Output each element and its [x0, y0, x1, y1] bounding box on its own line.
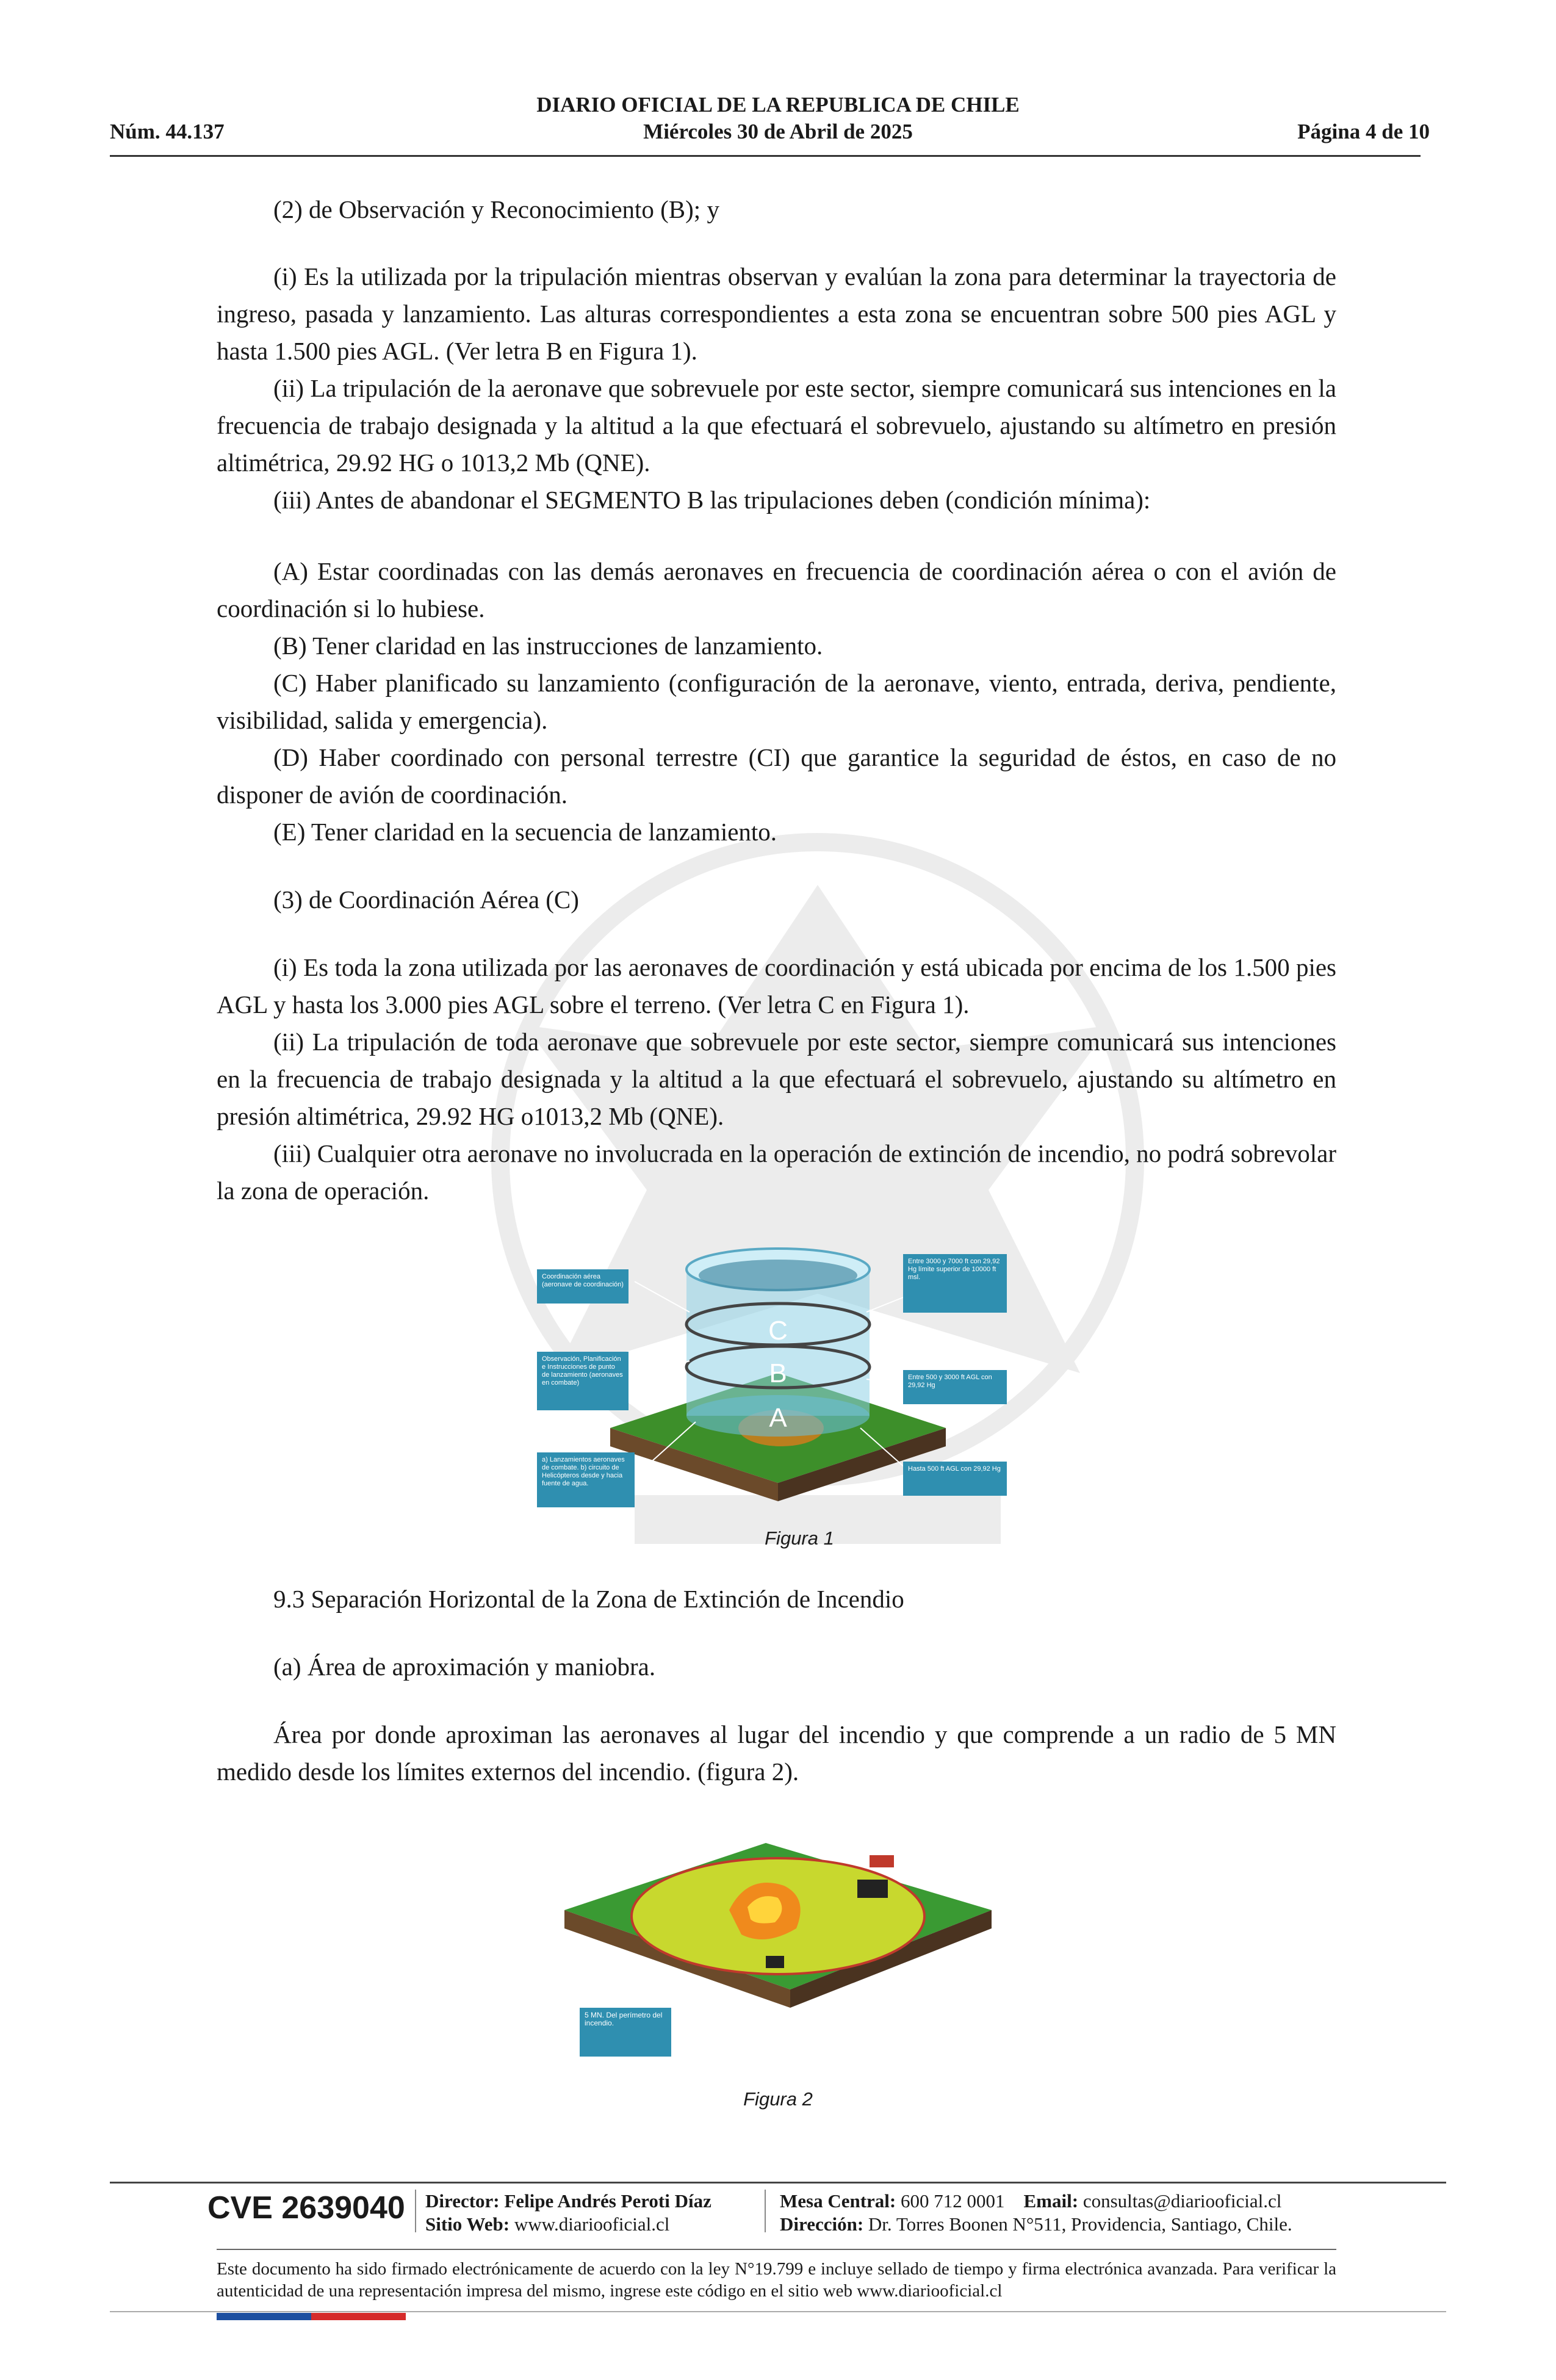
address-label: Dirección:	[780, 2213, 864, 2235]
body-text-section-2	[217, 1581, 1336, 1790]
segment-c-label: C	[768, 1316, 788, 1346]
issue-date: Miércoles 30 de Abril de 2025	[643, 120, 913, 143]
paragraph: (C) Haber planificado su lanzamiento (configuración de la aeronave, viento, entrada, deriva, pendiente, visibilidad, salida y emergencia).	[217, 669, 1336, 734]
footer-separator	[765, 2190, 766, 2232]
header-divider	[110, 155, 1421, 157]
flag-stripe-red	[311, 2313, 406, 2320]
footer-separator	[415, 2190, 416, 2232]
figure-2-caption: Figura 2	[743, 2088, 813, 2110]
paragraph: (A) Estar coordinadas con las demás aeronaves en frecuencia de coordinación aérea o con el avión de coordinación si lo hubiese.	[217, 557, 1336, 622]
paragraph: (iii) Antes de abandonar el SEGMENTO B las tripulaciones deben (condición mínima):	[273, 486, 1151, 514]
email-label: Email:	[1023, 2190, 1079, 2212]
email-link[interactable]: consultas@diariooficial.cl	[1082, 2190, 1282, 2212]
segment-a-label: A	[769, 1403, 787, 1433]
paragraph: (E) Tener claridad en la secuencia de lanzamiento.	[273, 818, 777, 846]
annotation-middle-altitude: Entre 500 y 3000 ft AGL con 29,92 Hg	[903, 1370, 1007, 1404]
annotation-launch: a) Lanzamientos aeronaves de combate. b) circuito de Helicópteros desde y hacia fuente de agua.	[537, 1452, 635, 1507]
figure-1-caption: Figura 1	[765, 1527, 834, 1549]
figure-1	[537, 1245, 1019, 1532]
paragraph: (iii) Cualquier otra aeronave no involucrada en la operación de extinción de incendio, no podrá sobrevolar la zona de operación.	[217, 1139, 1336, 1205]
footer-inner-divider	[217, 2249, 1336, 2250]
flag-stripe-blue	[217, 2313, 311, 2320]
paragraph: (i) Es toda la zona utilizada por las aeronaves de coordinación y está ubicada por encima de los 1.500 pies AGL y hasta los 3.000 pies AGL sobre el terreno. (Ver letra C en Figura 1).	[217, 953, 1336, 1019]
footer-director-block	[425, 2190, 711, 2236]
footer-contact-block	[780, 2190, 1292, 2236]
paragraph: (i) Es la utilizada por la tripulación mientras observan y evalúan la zona para determinar la trayectoria de ingreso, pasada y lanzamiento. Las alturas correspondientes a esta zona se encuentran sobre 500 pies AGL y hasta 1.500 pies AGL. (Ver letra B en Figura 1).	[217, 262, 1336, 365]
signature-notice: Este documento ha sido firmado electrónicamente de acuerdo con la ley N°19.799 e incluye sellado de tiempo y firma electrónica avanzada. Para verificar la autenticidad de una representación impresa del mismo, ingrese este código en el sitio web www.diariooficial.cl	[217, 2259, 1336, 2301]
paragraph: (ii) La tripulación de la aeronave que sobrevuele por este sector, siempre comunicará sus intenciones en la frecuencia de trabajo designada y la altitud a la que efectuará el sobrevuelo, ajustando su altímetro en presión altimétrica, 29.92 HG o 1013,2 Mb (QNE).	[217, 374, 1336, 477]
page-number: Página 4 de 10	[1297, 120, 1430, 143]
annotation-lower-altitude: Hasta 500 ft AGL con 29,92 Hg	[903, 1462, 1007, 1496]
address-value: Dr. Torres Boonen N°511, Providencia, Santiago, Chile.	[868, 2213, 1292, 2235]
newspaper-title: DIARIO OFICIAL DE LA REPUBLICA DE CHILE	[536, 93, 1020, 117]
mesa-phone: 600 712 0001	[901, 2190, 1005, 2212]
paragraph: (ii) La tripulación de toda aeronave que sobrevuele por este sector, siempre comunicará sus intenciones en la frecuencia de trabajo designada y la altitud a la que efectuará el sobrevuelo, ajustando su altímetro en presión altimétrica, 29.92 HG o1013,2 Mb (QNE).	[217, 1028, 1336, 1130]
paragraph: (a) Área de aproximación y maniobra.	[273, 1653, 656, 1681]
annotation-coordination: Coordinación aérea (aeronave de coordinación)	[537, 1269, 629, 1304]
paragraph: (3) de Coordinación Aérea (C)	[273, 885, 579, 914]
footer-bottom-divider	[110, 2311, 1446, 2312]
paragraph: (D) Haber coordinado con personal terrestre (CI) que garantice la seguridad de éstos, en caso de no disponer de avión de coordinación.	[217, 743, 1336, 809]
footer-divider	[110, 2182, 1446, 2183]
site-link[interactable]: www.diariooficial.cl	[514, 2213, 670, 2235]
site-label: Sitio Web:	[425, 2213, 510, 2235]
annotation-observation: Observación, Planificación e Instrucciones de punto de lanzamiento (aeronaves en combate)	[537, 1352, 629, 1410]
annotation-radius: 5 MN. Del perímetro del incendio.	[580, 2008, 671, 2057]
director-label: Director:	[425, 2190, 500, 2212]
section-heading: 9.3 Separación Horizontal de la Zona de Extinción de Incendio	[273, 1585, 904, 1613]
mesa-label: Mesa Central:	[780, 2190, 896, 2212]
paragraph: (B) Tener claridad en las instrucciones de lanzamiento.	[273, 632, 823, 660]
paragraph: Área por donde aproximan las aeronaves al lugar del incendio y que comprende a un radio de 5 MN medido desde los límites externos del incendio. (figura 2).	[217, 1720, 1336, 1786]
cve-code: CVE 2639040	[207, 2190, 405, 2226]
paragraph: (2) de Observación y Reconocimiento (B); y	[273, 195, 719, 223]
figure-2	[564, 1806, 992, 2063]
director-name: Felipe Andrés Peroti Díaz	[504, 2190, 711, 2212]
issue-number: Núm. 44.137	[110, 120, 225, 143]
body-text-section-1	[217, 191, 1336, 1210]
segment-b-label: B	[769, 1358, 787, 1388]
annotation-upper-altitude: Entre 3000 y 7000 ft con 29,92 Hg límite superior de 10000 ft msl.	[903, 1254, 1007, 1313]
